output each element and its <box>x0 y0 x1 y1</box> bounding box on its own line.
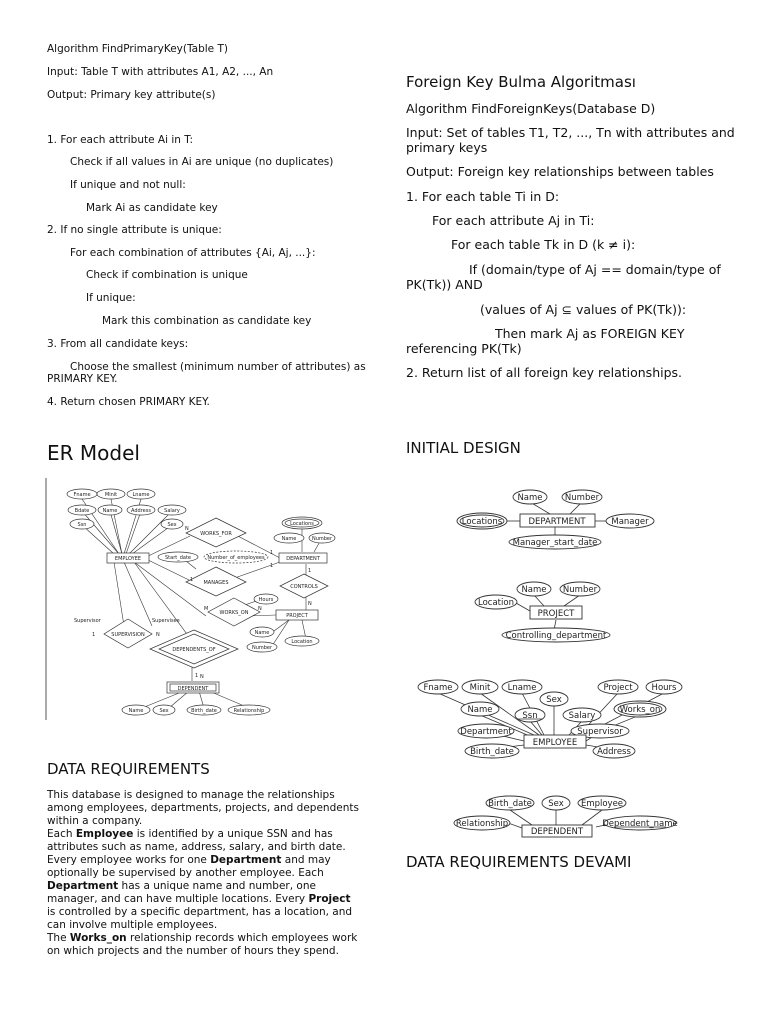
er-attr: Sex <box>159 708 169 714</box>
er-attr: Name <box>102 508 118 514</box>
er-model-heading: ER Model <box>47 441 140 465</box>
er-label: 1 <box>195 673 199 679</box>
algo-line: Mark Ai as candidate key <box>86 202 218 214</box>
text-span: is identified by a unique SSN and has attributes such as name, address, salary, and birth date. Every employee works for one <box>47 828 346 866</box>
design-entity: PROJECT <box>537 609 575 619</box>
algo-line: (values of Aj ⊆ values of PK(Tk)): <box>480 302 687 317</box>
algo-line: primary keys <box>406 140 488 155</box>
er-attr: Fname <box>73 492 91 498</box>
design-attr: Name <box>521 585 547 595</box>
er-attr: Number <box>251 645 273 651</box>
algo-line: For each table Tk in D (k ≠ i): <box>451 237 636 252</box>
design-attr: Address <box>597 747 631 757</box>
er-label: Supervisee <box>152 618 180 624</box>
design-attr: Hours <box>651 683 677 693</box>
algo-line: PK(Tk)) AND <box>406 277 483 292</box>
design-attr: Project <box>603 683 633 693</box>
er-attr: Salary <box>164 508 180 514</box>
algo-line: 4. Return chosen PRIMARY KEY. <box>47 396 210 408</box>
design-attr: Manager <box>611 517 649 527</box>
design-attr: Name <box>467 705 493 715</box>
paragraph <box>47 828 359 932</box>
design-attr: Location <box>478 598 514 608</box>
er-label: 1 <box>308 568 312 574</box>
er-relationship: WORKS_ON <box>219 610 249 616</box>
algo-line: Algorithm FindForeignKeys(Database D) <box>406 101 656 116</box>
algo-line: 1. For each attribute Ai in T: <box>47 134 194 146</box>
er-label: M <box>204 606 209 612</box>
er-label: N <box>308 601 312 607</box>
algo-line: Algorithm FindPrimaryKey(Table T) <box>47 43 228 55</box>
er-attr: Name <box>254 630 270 636</box>
er-attr: Bdate <box>74 508 90 514</box>
er-label: N <box>185 526 189 532</box>
er-attr: Sex <box>167 522 177 528</box>
er-relationship: CONTROLS <box>290 584 318 590</box>
er-label: 1 <box>92 632 96 638</box>
er-label: 1 <box>190 577 194 583</box>
er-label: 1 <box>270 550 274 556</box>
er-attr: Name <box>128 708 144 714</box>
er-relationship: DEPENDENTS_OF <box>172 647 216 653</box>
algo-line: If (domain/type of Aj == domain/type of <box>469 262 721 277</box>
er-attr: Minit <box>104 492 118 498</box>
employee-design-diagram <box>414 675 684 761</box>
design-attr: Birth_date <box>470 747 514 757</box>
design-attr: Birth_date <box>488 799 532 809</box>
design-attr: Department <box>460 727 512 737</box>
design-attr: Salary <box>568 711 596 721</box>
design-attr: Locations <box>461 517 503 527</box>
text-span: is controlled by a specific department, has a location, and can involve multiple employees. <box>47 906 353 931</box>
algo-line: 2. If no single attribute is unique: <box>47 224 222 236</box>
algo-line: Check if all values in Ai are unique (no duplicates) <box>70 156 334 168</box>
algo-line: 1. For each table Ti in D: <box>406 189 560 204</box>
design-attr: Controlling_department <box>505 631 607 641</box>
er-relationship: SUPERVISION <box>111 632 145 638</box>
department-design-diagram <box>450 484 660 552</box>
bold-term: Works_on <box>69 932 127 944</box>
algo-line: Output: Foreign key relationships between tables <box>406 164 714 179</box>
design-attr: Relationship <box>455 819 509 829</box>
er-entity: DEPENDENT <box>177 686 209 692</box>
bold-term: Department <box>47 880 119 892</box>
algo-line: Input: Table T with attributes A1, A2, ..., An <box>47 66 274 78</box>
algo-line: Output: Primary key attribute(s) <box>47 89 216 101</box>
design-attr: Number <box>564 493 600 503</box>
design-attr: Number <box>562 585 598 595</box>
algo-line: Choose the smallest (minimum number of attributes) as <box>70 361 366 373</box>
er-attr: Address <box>131 508 151 514</box>
algo-line: For each combination of attributes {Ai, Aj, ...}: <box>70 247 316 259</box>
design-entity: DEPENDENT <box>530 827 584 837</box>
er-attr: Relationship <box>233 708 265 714</box>
bold-term: Employee <box>75 828 134 840</box>
algo-line: referencing PK(Tk) <box>406 341 522 356</box>
design-attr: Minit <box>469 683 491 693</box>
design-attr: Manager_start_date <box>512 538 598 548</box>
er-attr: Lname <box>132 492 150 498</box>
er-relationship: MANAGES <box>203 580 229 586</box>
algo-line: Input: Set of tables T1, T2, ..., Tn with attributes and <box>406 125 735 140</box>
bold-term: Project <box>308 893 351 905</box>
algo-line: PRIMARY KEY. <box>47 373 118 385</box>
initial-design-heading: INITIAL DESIGN <box>406 439 521 457</box>
er-attr: Ssn <box>77 522 87 528</box>
er-attr: Number_of_employees <box>207 555 265 561</box>
paragraph <box>47 932 359 958</box>
design-attr: Name <box>517 493 543 503</box>
algo-line: 2. Return list of all foreign key relationships. <box>406 365 683 380</box>
er-attr: Start_date <box>165 555 191 561</box>
er-attr: Birth_date <box>191 708 217 714</box>
er-label: Supervisor <box>74 618 101 624</box>
project-design-diagram <box>464 578 624 646</box>
er-attr: Locations <box>290 521 314 527</box>
design-attr: Supervisor <box>577 727 623 737</box>
design-attr: Works_on <box>619 705 661 715</box>
er-attr: Number <box>311 536 333 542</box>
er-label: 1 <box>270 563 274 569</box>
text-span: and may optionally be supervised by another employee. Each <box>47 854 331 879</box>
design-attr: Fname <box>423 683 453 693</box>
paragraph: This database is designed to manage the relationships among employees, departments, projects, and dependents within a company. <box>47 789 359 827</box>
algo-line: If unique and not null: <box>70 179 186 191</box>
bold-term: Department <box>210 854 282 866</box>
er-attr: Name <box>281 536 297 542</box>
algo-line: Then mark Aj as FOREIGN KEY <box>495 326 685 341</box>
er-entity: DEPARTMENT <box>286 556 320 562</box>
design-attr: Employee <box>580 799 624 809</box>
data-requirements-heading: DATA REQUIREMENTS <box>47 760 210 778</box>
design-attr: Dependent_name <box>602 819 678 829</box>
er-relationship: WORKS_FOR <box>200 531 232 537</box>
text-span: relationship records which employees work on which projects and the number of hours they spend. <box>47 932 358 957</box>
er-entity: EMPLOYEE <box>114 556 142 562</box>
section-title: Foreign Key Bulma Algoritması <box>406 73 636 91</box>
text-span: The <box>47 932 70 944</box>
text-span: has a unique name and number, one manager, and can have multiple locations. Every <box>47 880 316 905</box>
er-entity: PROJECT <box>286 613 308 619</box>
design-attr: Ssn <box>522 711 538 721</box>
dependent-design-diagram <box>444 793 680 841</box>
algo-line: If unique: <box>86 292 136 304</box>
algo-line: For each attribute Aj in Ti: <box>432 213 595 228</box>
er-attr: Location <box>291 639 313 645</box>
design-entity: EMPLOYEE <box>532 738 578 748</box>
design-attr: Sex <box>546 695 562 705</box>
er-label: N <box>156 632 160 638</box>
algo-line: Mark this combination as candidate key <box>102 315 312 327</box>
data-requirements-text <box>47 789 359 958</box>
algo-line: 3. From all candidate keys: <box>47 338 189 350</box>
algo-line: Check if combination is unique <box>86 269 248 281</box>
design-attr: Lname <box>507 683 537 693</box>
design-entity: DEPARTMENT <box>528 517 586 527</box>
er-label: N <box>258 606 262 612</box>
design-attr: Sex <box>548 799 564 809</box>
er-label: N <box>200 674 204 680</box>
text-span: Each <box>47 828 76 840</box>
data-requirements-devami-heading: DATA REQUIREMENTS DEVAMI <box>406 853 632 871</box>
er-model-diagram <box>44 476 364 720</box>
er-attr: Hours <box>258 597 274 603</box>
